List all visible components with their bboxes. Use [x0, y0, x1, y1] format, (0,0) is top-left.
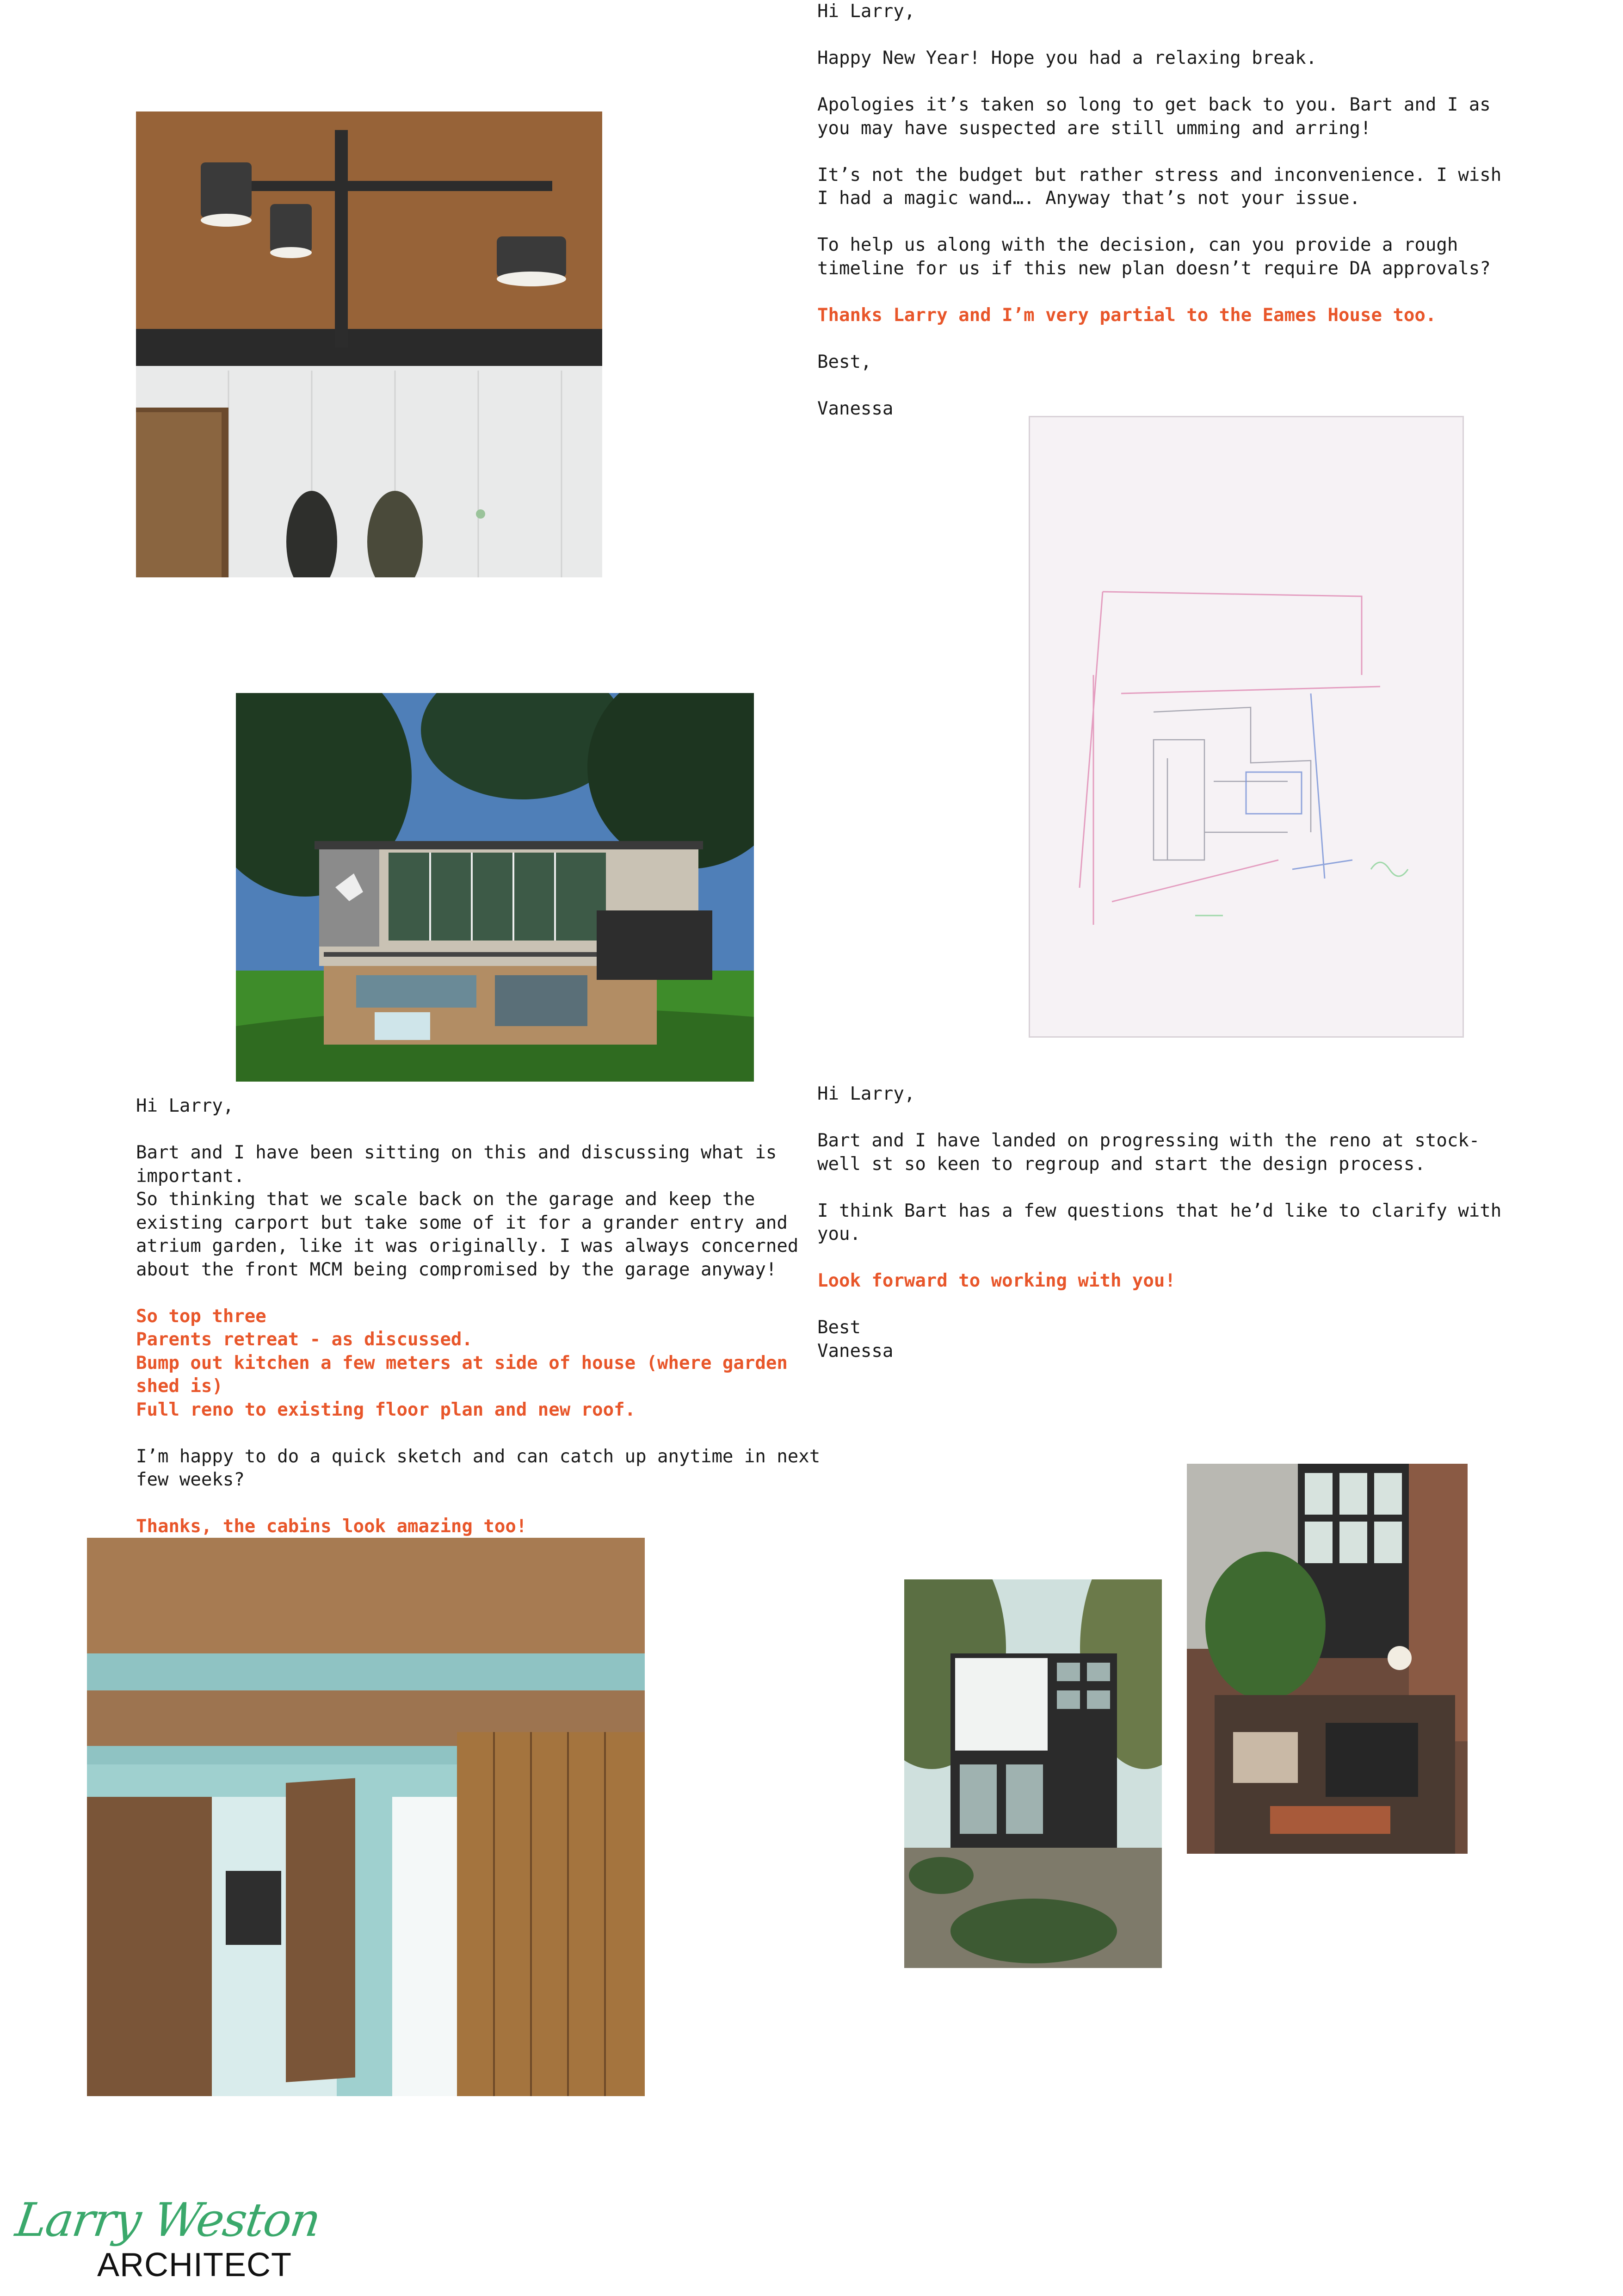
larry-weston-architect-logo	[12, 2193, 324, 2285]
eames-house-exterior-photo	[904, 1579, 1162, 1968]
text-line: few weeks?	[136, 1469, 245, 1490]
logo-word: ARCHITECT	[97, 2246, 292, 2284]
highlight-text: Look forward to working with you!	[817, 1270, 1176, 1291]
greeting: Hi Larry,	[136, 1095, 234, 1116]
text-line: I think Bart has a few questions that he’d like to clarify with	[817, 1200, 1502, 1221]
text-line: It’s not the budget but rather stress and inconvenience. I wish	[817, 164, 1502, 186]
paragraph	[136, 1141, 821, 1281]
paragraph	[817, 234, 1580, 280]
text-line: So top three	[136, 1306, 266, 1327]
greeting: Hi Larry,	[817, 1, 915, 22]
text-line: I had a magic wand…. Anyway that’s not your issue.	[817, 188, 1360, 209]
interior-lights-photo	[136, 111, 602, 577]
paragraph	[817, 1200, 1580, 1246]
text-line: Bart and I have been sitting on this and discussing what is	[136, 1142, 777, 1163]
highlight-text: Thanks Larry and I’m very partial to the Eames House too.	[817, 304, 1437, 326]
text-line: you.	[817, 1224, 861, 1244]
greeting: Hi Larry,	[817, 1083, 915, 1104]
eames-house-interior-photo	[1187, 1464, 1468, 1854]
email-3	[817, 1083, 1580, 1363]
interior-room-photo	[87, 1538, 645, 2096]
text-line: important.	[136, 1165, 245, 1187]
text-line: So thinking that we scale back on the garage and keep the	[136, 1189, 755, 1210]
highlight-text: Thanks, the cabins look amazing too!	[136, 1516, 527, 1537]
highlight-list	[136, 1305, 821, 1422]
text-line: To help us along with the decision, can you provide a rough	[817, 235, 1458, 255]
house-exterior-photo	[236, 693, 754, 1082]
text-line: Apologies it’s taken so long to get back to you. Bart and I as	[817, 94, 1491, 115]
paragraph: Happy New Year! Hope you had a relaxing break.	[817, 48, 1317, 68]
floor-plan-sketch	[1029, 416, 1464, 1038]
text-line: existing carport but take some of it for a grander entry and	[136, 1212, 788, 1233]
paragraph	[817, 164, 1580, 210]
text-line: shed is)	[136, 1376, 223, 1397]
email-2	[136, 1095, 821, 1585]
text-line: Full reno to existing floor plan and new roof.	[136, 1399, 636, 1420]
text-line: Bump out kitchen a few meters at side of house (where garden	[136, 1352, 788, 1374]
sender-name: Vanessa	[817, 1340, 894, 1362]
text-line: about the front MCM being compromised by the garage anyway!	[136, 1259, 777, 1280]
email-1	[817, 0, 1580, 421]
paragraph	[817, 93, 1580, 140]
text-line: atrium garden, like it was originally. I was always concerned	[136, 1236, 799, 1256]
text-line: Bart and I have landed on progressing with the reno at stock-	[817, 1130, 1480, 1151]
logo-script: Larry Weston	[12, 2193, 324, 2247]
sender-name: Vanessa	[817, 398, 894, 419]
text-line: I’m happy to do a quick sketch and can catch up anytime in next	[136, 1446, 821, 1467]
text-line: well st so keen to regroup and start the design process.	[817, 1153, 1426, 1175]
signoff: Best,	[817, 351, 872, 372]
text-line: Parents retreat - as discussed.	[136, 1329, 473, 1350]
signoff: Best	[817, 1317, 861, 1338]
text-line: timeline for us if this new plan doesn’t require DA approvals?	[817, 258, 1491, 279]
paragraph	[817, 1129, 1580, 1176]
text-line: you may have suspected are still umming and arring!	[817, 118, 1371, 139]
paragraph	[136, 1445, 821, 1492]
